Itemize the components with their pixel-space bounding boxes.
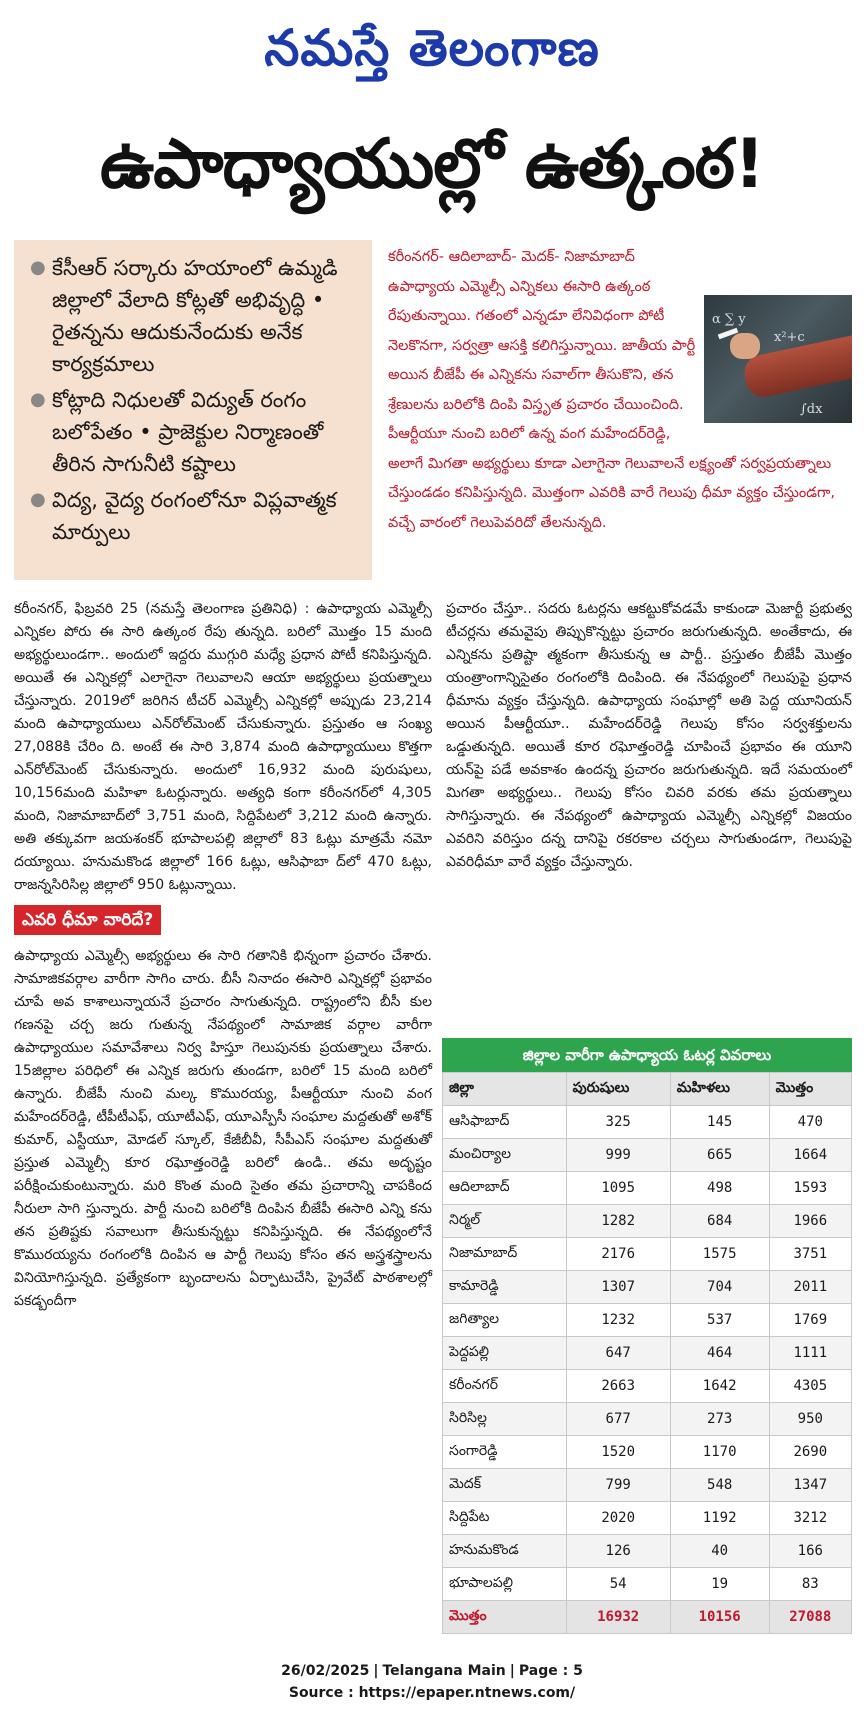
bullet-icon: ●: [30, 489, 46, 510]
column-header: పురుషులు: [566, 1073, 670, 1106]
district-cell: మంచిర్యాల: [443, 1139, 567, 1172]
table-title: జిల్లాల వారీగా ఉపాధ్యాయ ఓటర్ల వివరాలు: [442, 1038, 852, 1072]
table-row: [443, 1172, 852, 1205]
article-column-left: [14, 598, 432, 1313]
district-cell: ఆదిలాబాద్: [443, 1172, 567, 1205]
table-row: [443, 1238, 852, 1271]
count-cell: 1170: [670, 1436, 769, 1469]
count-cell: 799: [566, 1469, 670, 1502]
total-label: మొత్తం: [443, 1601, 567, 1634]
table-row: [443, 1271, 852, 1304]
table-row: [443, 1370, 852, 1403]
count-cell: 54: [566, 1568, 670, 1601]
count-cell: 19: [670, 1568, 769, 1601]
headline-text: ఉపాధ్యాయుల్లో ఉత్కంఠ!: [99, 125, 765, 204]
count-cell: 1347: [769, 1469, 851, 1502]
district-cell: సంగారెడ్డి: [443, 1436, 567, 1469]
count-cell: 1520: [566, 1436, 670, 1469]
footer-page: Page : 5: [518, 1663, 583, 1679]
footer-date: 26/02/2025: [281, 1663, 370, 1679]
table-row: [443, 1403, 852, 1436]
count-cell: 2011: [769, 1271, 851, 1304]
count-cell: 1095: [566, 1172, 670, 1205]
count-cell: 1593: [769, 1172, 851, 1205]
table-row: [443, 1568, 852, 1601]
district-cell: కరీంనగర్: [443, 1370, 567, 1403]
highlight-item: [30, 384, 360, 480]
table-header-row: [443, 1073, 852, 1106]
footer-source: Source : https://epaper.ntnews.com/: [288, 1685, 576, 1701]
count-cell: 677: [566, 1403, 670, 1436]
count-cell: 273: [670, 1403, 769, 1436]
district-cell: హనుమకొండ: [443, 1535, 567, 1568]
count-cell: 464: [670, 1337, 769, 1370]
district-cell: జగిత్యాల: [443, 1304, 567, 1337]
count-cell: 1232: [566, 1304, 670, 1337]
bullet-icon: ●: [30, 389, 46, 410]
count-cell: 145: [670, 1106, 769, 1139]
district-cell: సిద్దిపేట: [443, 1502, 567, 1535]
count-cell: 2176: [566, 1238, 670, 1271]
count-cell: 1111: [769, 1337, 851, 1370]
count-cell: 126: [566, 1535, 670, 1568]
column-header: మహిళలు: [670, 1073, 769, 1106]
total-count: 16932: [566, 1601, 670, 1634]
count-cell: 1282: [566, 1205, 670, 1238]
count-cell: 704: [670, 1271, 769, 1304]
table-row: [443, 1469, 852, 1502]
count-cell: 83: [769, 1568, 851, 1601]
count-cell: 1642: [670, 1370, 769, 1403]
table-row: [443, 1106, 852, 1139]
highlight-text: విద్య, వైద్య రంగంలోనూ విప్లవాత్మక మార్పులు: [52, 488, 337, 544]
count-cell: 950: [769, 1403, 851, 1436]
district-cell: సిరిసిల్ల: [443, 1403, 567, 1436]
total-count: 27088: [769, 1601, 851, 1634]
masthead: [0, 8, 864, 88]
count-cell: 40: [670, 1535, 769, 1568]
count-cell: 2020: [566, 1502, 670, 1535]
district-cell: నిర్మల్: [443, 1205, 567, 1238]
table-row: [443, 1436, 852, 1469]
count-cell: 999: [566, 1139, 670, 1172]
count-cell: 665: [670, 1139, 769, 1172]
count-cell: 548: [670, 1469, 769, 1502]
footer-line: 26/02/2025 | Telangana Main | Page : 5: [281, 1663, 583, 1679]
footer-edition: Telangana Main: [382, 1663, 506, 1679]
count-cell: 3751: [769, 1238, 851, 1271]
count-cell: 498: [670, 1172, 769, 1205]
bullet-icon: ●: [30, 257, 46, 278]
district-cell: భూపాలపల్లి: [443, 1568, 567, 1601]
table-row: [443, 1139, 852, 1172]
column-header: జిల్లా: [443, 1073, 567, 1106]
article-paragraph: ఉపాధ్యాయ ఎమ్మెల్సీ అభ్యర్థులు ఈ సారి గతానికి భిన్నంగా ప్రచారం చేశారు. సామాజికవర్గాల వారీగా సాగిం చారు. బీసీ నినాదం ఈసారి ఎన్నికల్లో ప్రభావం చూపే అవ కాశాలున్నాయనే ప్రచారం సాగుతున్నది. రాష్ట్రంలోని బీసీ కుల గణనపై చర్చ జరు గుతున్న నేపథ్యంలో సామాజిక వర్గాల వారీగా ఉపాధ్యాయుల సమావేశాలు నిర్వ హిస్తూ గెలుపునకు ప్రయత్నాలు చేశారు. 15జిల్లాల పరిధిలో ఈ ఎన్నిక జరుగు తుండగా, బరిలో 15 మంది బరిలో ఉన్నారు. బీజేపీ నుంచి మల్క కొమురయ్య, పీఆర్టీయూ నుంచి వంగ మహేందర్‌రెడ్డి, టీపీటీఎఫ్, యూటీఎఫ్, యూఎస్పీసీ సంఘాల మద్దతుతో అశోక్ కుమార్, ఎస్టీయూ, మోడల్ స్కూల్, కేజీబీవీ, సీపీఎస్ సంఘాల మద్దతుతో ప్రస్తుత ఎమ్మెల్సీ కూర రఘోత్తంరెడ్డి బరిలో ఉండి.. తమ అదృష్టం పరీక్షించుకుంటున్నారు. మరి కొంత మంది సైతం తమ ప్రచారాన్ని చాపకింద నీరులా సాగి స్తున్నారు. పార్టీ నుంచి బరిలోకి దింపిన బీజేపీ ఈసారి ఎన్ని కను తన ప్రతిష్టకు సవాలుగా తీసుకున్నట్టు కనిపిస్తున్నది. ఈ నేపథ్యంలోనే కొమురయ్యను రంగంలోకి దింపిన ఆ పార్టీ గెలుపు కోసం తన అస్త్రశస్త్రాలను వినియోగిస్తున్నది. ప్రత్యేకంగా బృందాలను ఏర్పాటుచేసి, ప్రైవేట్ పాఠశాలల్లో పకడ్బందీగా: [14, 948, 432, 1309]
count-cell: 2690: [769, 1436, 851, 1469]
highlights-box: [14, 240, 372, 580]
table-row: [443, 1337, 852, 1370]
count-cell: 1307: [566, 1271, 670, 1304]
table-row: [443, 1205, 852, 1238]
footer: [0, 1660, 864, 1704]
highlight-item: [30, 252, 360, 380]
highlight-item: [30, 484, 360, 548]
column-header: మొత్తం: [769, 1073, 851, 1106]
count-cell: 1192: [670, 1502, 769, 1535]
table-row: [443, 1304, 852, 1337]
district-cell: పెద్దపల్లి: [443, 1337, 567, 1370]
masthead-title: నమస్తే తెలంగాణ: [264, 19, 600, 77]
highlight-text: కోట్లాది నిధులతో విద్యుత్ రంగం బలోపేతం • ప్రాజెక్టుల నిర్మాణంతో తీరిన సాగునీటి కష్టాలు: [52, 388, 324, 476]
intro-text: కరీంనగర్- ఆదిలాబాద్- మెదక్- నిజామాబాద్ ఉపాధ్యాయ ఎమ్మెల్సీ ఎన్నికలు ఈసారి ఉత్కంఠ రేపుతున్నాయి. గతంలో ఎన్నడూ లేనివిధంగా పోటీ నెలకొనగా, సర్వత్రా ఆసక్తి కలిగిస్తున్నాయి. జాతీయ పార్టీ అయిన బీజేపీ ఈ ఎన్నికను సవాల్‌గా తీసుకొని, తన శ్రేణులను బరిలోకి దింపి విస్తృత ప్రచారం చేయించింది. పీఆర్టీయూ నుంచి బరిలో ఉన్న వంగ మహేందర్‌రెడ్డి, అలాగే మిగతా అభ్యర్థులు కూడా ఎలాగైనా గెలువాలనే లక్ష్యంతో సర్వప్రయత్నాలు చేస్తుండడం కనిపిస్తున్నది. మొత్తంగా ఎవరికి వారే గెలుపు ధీమా వ్యక్తం చేస్తుండగా, వచ్చే వారంలో గెలుపెవరిదో తేలనున్నది.: [388, 249, 835, 531]
article-column-right: [446, 598, 852, 874]
teacher-photo: α ∑ y x²+c ∫dx: [704, 295, 852, 423]
count-cell: 1966: [769, 1205, 851, 1238]
count-cell: 1769: [769, 1304, 851, 1337]
total-count: 10156: [670, 1601, 769, 1634]
district-cell: ఆసిఫాబాద్: [443, 1106, 567, 1139]
count-cell: 3212: [769, 1502, 851, 1535]
count-cell: 2663: [566, 1370, 670, 1403]
table-row: [443, 1535, 852, 1568]
table-row: [443, 1502, 852, 1535]
count-cell: 684: [670, 1205, 769, 1238]
table-total-row: [443, 1601, 852, 1634]
district-cell: కామారెడ్డి: [443, 1271, 567, 1304]
count-cell: 325: [566, 1106, 670, 1139]
subheading: ఎవరి ధీమా వారిదే?: [14, 905, 161, 935]
count-cell: 166: [769, 1535, 851, 1568]
highlight-text: కేసీఆర్ సర్కారు హయాంలో ఉమ్మడి జిల్లాలో వేలాది కోట్లతో అభివృద్ధి • రైతన్నను ఆదుకునేందుకు అనేక కార్యక్రమాలు: [52, 256, 338, 376]
headline: [10, 110, 854, 220]
voter-data-table: [442, 1072, 852, 1634]
voter-table: [442, 1038, 852, 1634]
count-cell: 1575: [670, 1238, 769, 1271]
district-cell: మెదక్: [443, 1469, 567, 1502]
article-paragraph: ప్రచారం చేస్తూ.. సదరు ఓటర్లను ఆకట్టుకోవడమే కాకుండా మెజార్టీ ప్రభుత్వ టీచర్లను తమవైపు తిప్పుకొన్నట్టు ప్రచారం జరుగుతున్నది. అంతేకాదు, ఈ ఎన్నికను ప్రతిష్టా త్మకంగా తీసుకున్న ఆ పార్టీ.. ప్రస్తుతం బీజేపీ మొత్తం యంత్రాంగాన్నిసైతం రంగంలోకి దింపింది. ఈ నేపథ్యంలో గెలుపుపై ప్రధాన ధీమాను వ్యక్తం చేస్తున్నది. ఉపాధ్యాయ సంఘాల్లో అతి పెద్ద యూనియన్ అయిన పీఆర్టీయూ.. మహేందర్‌రెడ్డి గెలుపు కోసం సర్వశక్తులను ఒడ్డుతున్నది. అయితే కూర రఘోత్తంరెడ్డి చూపించే ప్రభావం ఈ యూని యన్‌పై పడే అవకాశం ఉందన్న ప్రచారం జరుగుతున్నది. ఇదే సమయంలో మిగతా అభ్యర్థులు.. గెలుపు కోసం చివరి వరకు తమ ప్రయత్నాలు సాగిస్తున్నారు. ఈ నేపథ్యంలో ఉపాధ్యాయ ఎమ్మెల్సీ ఎన్నికల్లో విజయం ఎవరిని వరిస్తుం దన్న దానిపై రకరకాల చర్చలు సాగుతుండగా, గెలుపుపై ఎవరిధీమా వారే వ్యక్తం చేస్తున్నారు.: [446, 601, 852, 870]
article-paragraph: కరీంనగర్, ఫిబ్రవరి 25 (నమస్తే తెలంగాణ ప్రతినిధి) : ఉపాధ్యాయ ఎమ్మెల్సీ ఎన్నికల పోరు ఈ సారి ఉత్కంఠ రేపు తున్నది. బరిలో మొత్తం 15 మంది అభ్యర్థులుండగా.. అందులో ఇద్దరు ముగ్గురి మధ్యే ప్రధాన పోటీ కనిపిస్తున్నది. అయితే ఈ ఎన్నికల్లో ఎలాగైనా గెలువాలని ఆయా అభ్యర్థులు ప్రయత్నాలు చేస్తున్నారు. 2019లో జరిగిన టీచర్ ఎమ్మెల్సీ ఎన్నికల్లో అప్పుడు 23,214 మంది ఉపాధ్యాయులు ఎన్‌రోల్‌మెంట్ చేసుకున్నారు. ప్రస్తుతం ఆ సంఖ్య 27,088కి చేరిం ది. అంటే ఈ సారి 3,874 మంది ఉపాధ్యాయులు కొత్తగా ఎన్‌రోల్‌మెంట్ చేసుకున్నారు. అందులో 16,932 మంది పురుషులు, 10,156మంది మహిళా ఓటర్లున్నారు. అత్యధి కంగా కరీంనగర్‌లో 4,305 మంది, నిజామాబాద్‌లో 3,751 మంది, సిద్దిపేటలో 3,212 మంది ఉన్నారు. అతి తక్కువగా జయశంకర్ భూపాలపల్లి జిల్లాలో 83 ఓట్లు మాత్రమే నమో దయ్యాయి. హనుమకొండ జిల్లాలో 166 ఓట్లు, ఆసిఫాబా ద్‌లో 470 ఓట్లు, రాజన్నసిరిసిల్ల జిల్లాలో 950 ఓట్లున్నాయి.: [14, 601, 432, 893]
count-cell: 4305: [769, 1370, 851, 1403]
intro-section: [388, 243, 852, 583]
count-cell: 537: [670, 1304, 769, 1337]
count-cell: 647: [566, 1337, 670, 1370]
count-cell: 1664: [769, 1139, 851, 1172]
count-cell: 470: [769, 1106, 851, 1139]
district-cell: నిజామాబాద్: [443, 1238, 567, 1271]
